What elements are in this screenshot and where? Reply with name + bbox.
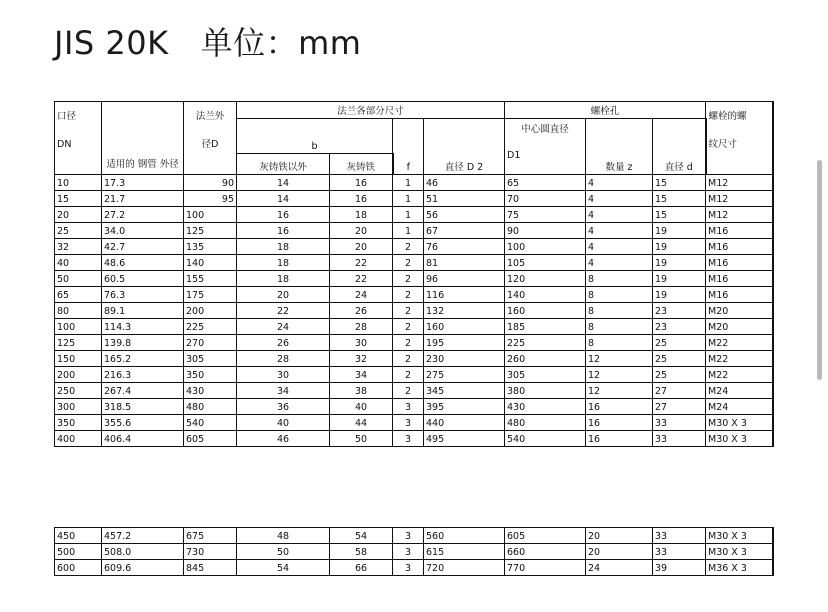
table-cell: 4 xyxy=(586,223,653,239)
table-cell: 76 xyxy=(424,239,505,255)
table-cell: 42.7 xyxy=(102,239,184,255)
table-cell: 380 xyxy=(505,383,586,399)
table-cell: 135 xyxy=(184,239,237,255)
table-cell: 25 xyxy=(653,351,706,367)
table-cell: 22 xyxy=(237,303,330,319)
table-cell: 275 xyxy=(424,367,505,383)
table-cell: 16 xyxy=(586,431,653,447)
table-cell: 2 xyxy=(393,287,424,303)
table-cell: 132 xyxy=(424,303,505,319)
table-cell: 175 xyxy=(184,287,237,303)
table-cell: 95 xyxy=(184,191,237,207)
table-cell: 3 xyxy=(393,415,424,431)
table-cell: 114.3 xyxy=(102,319,184,335)
table-cell: 40 xyxy=(330,399,393,415)
table-cell: 20 xyxy=(237,287,330,303)
table-cell: 165.2 xyxy=(102,351,184,367)
table-cell: 60.5 xyxy=(102,271,184,287)
table-cell: 560 xyxy=(424,528,505,544)
table-cell: 3 xyxy=(393,528,424,544)
table-cell: 225 xyxy=(505,335,586,351)
table-cell: 480 xyxy=(505,415,586,431)
page-title: JIS 20K 单位：mm xyxy=(54,24,362,62)
table-cell: 260 xyxy=(505,351,586,367)
table-row xyxy=(55,383,773,399)
table-cell: 1 xyxy=(393,207,424,223)
table-cell: 44 xyxy=(330,415,393,431)
table-cell: 46 xyxy=(237,431,330,447)
table-cell: 27 xyxy=(653,399,706,415)
table-cell: 4 xyxy=(586,175,653,191)
table-cell: 2 xyxy=(393,239,424,255)
table-cell: 58 xyxy=(330,544,393,560)
table-cell: 500 xyxy=(55,544,102,560)
header-qty: 数量 z xyxy=(586,119,653,175)
table-row xyxy=(55,207,773,223)
table-cell: 615 xyxy=(424,544,505,560)
table-cell: 660 xyxy=(505,544,586,560)
table-cell: 23 xyxy=(653,319,706,335)
table-cell: 140 xyxy=(505,287,586,303)
table-cell: 845 xyxy=(184,560,237,576)
table-cell: 600 xyxy=(55,560,102,576)
table-cell: 19 xyxy=(653,223,706,239)
table-cell: 66 xyxy=(330,560,393,576)
flange-spec-table-continued xyxy=(54,527,774,576)
table-cell: M20 xyxy=(706,303,773,319)
table-cell: 33 xyxy=(653,431,706,447)
table-cell: 25 xyxy=(653,367,706,383)
table-cell: 28 xyxy=(330,319,393,335)
table-cell: M12 xyxy=(706,191,773,207)
table-row xyxy=(55,239,773,255)
table-cell: 300 xyxy=(55,399,102,415)
table-cell: 25 xyxy=(653,335,706,351)
table-cell: 65 xyxy=(55,287,102,303)
header-flange-dims: 法兰各部分尺寸 xyxy=(237,102,505,119)
table-cell: 34 xyxy=(237,383,330,399)
table-cell: 19 xyxy=(653,239,706,255)
table-cell: 160 xyxy=(505,303,586,319)
table-cell: 10 xyxy=(55,175,102,191)
table-cell: 140 xyxy=(184,255,237,271)
table-cell: 2 xyxy=(393,255,424,271)
header-thread xyxy=(706,102,773,175)
header-b-cast-iron: 灰铸铁 xyxy=(330,153,393,174)
table-cell: 2 xyxy=(393,271,424,287)
header-thread-bottom: 纹尺寸 xyxy=(708,139,738,150)
table-cell: 430 xyxy=(505,399,586,415)
table-cell: 3 xyxy=(393,560,424,576)
table-cell: 200 xyxy=(55,367,102,383)
table-cell: 19 xyxy=(653,287,706,303)
table-cell: M12 xyxy=(706,207,773,223)
table-cell: 12 xyxy=(586,351,653,367)
table-cell: 267.4 xyxy=(102,383,184,399)
header-d2: 直径 D 2 xyxy=(424,119,505,175)
table-cell: 16 xyxy=(237,207,330,223)
table-cell: M30 X 3 xyxy=(706,431,773,447)
header-flange-od xyxy=(184,102,237,175)
table-cell: 67 xyxy=(424,223,505,239)
header-bolt-hole: 螺栓孔 xyxy=(505,102,706,119)
table-cell: 48.6 xyxy=(102,255,184,271)
table-cell: 1 xyxy=(393,175,424,191)
table-cell: M22 xyxy=(706,367,773,383)
table-cell: 350 xyxy=(55,415,102,431)
table-cell: 100 xyxy=(184,207,237,223)
table-row xyxy=(55,191,773,207)
table-row xyxy=(55,319,773,335)
table-cell: 395 xyxy=(424,399,505,415)
table-cell: 200 xyxy=(184,303,237,319)
header-flange-od-top: 法兰外 xyxy=(195,111,225,122)
table-cell: 50 xyxy=(55,271,102,287)
table-cell: M22 xyxy=(706,335,773,351)
table-cell: 24 xyxy=(237,319,330,335)
table-cell: 18 xyxy=(237,239,330,255)
table-cell: 65 xyxy=(505,175,586,191)
table-cell: 318.5 xyxy=(102,399,184,415)
table-cell: 15 xyxy=(653,175,706,191)
table-cell: 2 xyxy=(393,303,424,319)
table-cell: 125 xyxy=(184,223,237,239)
table-cell: 19 xyxy=(653,271,706,287)
table-cell: 540 xyxy=(184,415,237,431)
table-cell: 54 xyxy=(237,560,330,576)
table-cell: 8 xyxy=(586,335,653,351)
table-cell: 450 xyxy=(55,528,102,544)
table-row xyxy=(55,415,773,431)
table-row xyxy=(55,223,773,239)
table-cell: 8 xyxy=(586,271,653,287)
table-cell: 540 xyxy=(505,431,586,447)
table-cell: 8 xyxy=(586,303,653,319)
table-cell: 105 xyxy=(505,255,586,271)
table-cell: 22 xyxy=(330,255,393,271)
table-cell: 70 xyxy=(505,191,586,207)
table-cell: 18 xyxy=(237,271,330,287)
table-cell: 1 xyxy=(393,223,424,239)
table-cell: 160 xyxy=(424,319,505,335)
table-cell: 20 xyxy=(55,207,102,223)
table-cell: 96 xyxy=(424,271,505,287)
table-row xyxy=(55,335,773,351)
table-cell: 26 xyxy=(330,303,393,319)
table-cell: 609.6 xyxy=(102,560,184,576)
table-cell: M30 X 3 xyxy=(706,544,773,560)
table-cell: M22 xyxy=(706,351,773,367)
table-row xyxy=(55,431,773,447)
table-cell: 33 xyxy=(653,528,706,544)
table-cell: 36 xyxy=(237,399,330,415)
table-cell: 34 xyxy=(330,367,393,383)
table-row xyxy=(55,175,773,191)
header-pcd xyxy=(505,119,586,175)
table-row xyxy=(55,255,773,271)
table-cell: 30 xyxy=(237,367,330,383)
table-cell: 90 xyxy=(184,175,237,191)
table-cell: 216.3 xyxy=(102,367,184,383)
table-cell: 54 xyxy=(330,528,393,544)
table-cell: 480 xyxy=(184,399,237,415)
header-pcd-top: 中心圆直径 xyxy=(521,124,569,135)
table-cell: 440 xyxy=(424,415,505,431)
table-cell: 39 xyxy=(653,560,706,576)
table-cell: 12 xyxy=(586,367,653,383)
table-cell: 430 xyxy=(184,383,237,399)
table-cell: 15 xyxy=(653,207,706,223)
table-cell: 4 xyxy=(586,191,653,207)
table-cell: 20 xyxy=(330,239,393,255)
table-row xyxy=(55,271,773,287)
table-cell: 18 xyxy=(330,207,393,223)
table-cell: 26 xyxy=(237,335,330,351)
table-cell: 2 xyxy=(393,367,424,383)
table-cell: 225 xyxy=(184,319,237,335)
table-cell: M24 xyxy=(706,399,773,415)
table-cell: 80 xyxy=(55,303,102,319)
table-cell: 770 xyxy=(505,560,586,576)
table-cell: 15 xyxy=(653,191,706,207)
table-row xyxy=(55,303,773,319)
table-cell: 50 xyxy=(330,431,393,447)
table-cell: 20 xyxy=(586,528,653,544)
header-hole-d: 直径 d xyxy=(653,119,706,175)
table-cell: 100 xyxy=(55,319,102,335)
table-cell: 24 xyxy=(330,287,393,303)
table-cell: 46 xyxy=(424,175,505,191)
table-cell: 20 xyxy=(586,544,653,560)
table-cell: 14 xyxy=(237,191,330,207)
table-cell: 345 xyxy=(424,383,505,399)
table-cell: 15 xyxy=(55,191,102,207)
table-cell: 16 xyxy=(237,223,330,239)
table-cell: M16 xyxy=(706,287,773,303)
table-cell: 720 xyxy=(424,560,505,576)
table-cell: 76.3 xyxy=(102,287,184,303)
table-cell: 508.0 xyxy=(102,544,184,560)
table-cell: M16 xyxy=(706,223,773,239)
table-cell: 56 xyxy=(424,207,505,223)
table-cell: M30 X 3 xyxy=(706,528,773,544)
table-cell: 32 xyxy=(330,351,393,367)
table-cell: M16 xyxy=(706,255,773,271)
table-cell: 495 xyxy=(424,431,505,447)
header-dn xyxy=(55,102,102,175)
table-cell: 457.2 xyxy=(102,528,184,544)
scrollbar[interactable] xyxy=(817,160,822,380)
table-row xyxy=(55,351,773,367)
header-b-other: 灰铸铁以外 xyxy=(237,153,330,174)
header-dn-top: 口径 xyxy=(57,111,77,122)
table-cell: 305 xyxy=(184,351,237,367)
table-cell: 8 xyxy=(586,287,653,303)
table-cell: 28 xyxy=(237,351,330,367)
table-cell: 14 xyxy=(237,175,330,191)
table-cell: 350 xyxy=(184,367,237,383)
table-cell: M36 X 3 xyxy=(706,560,773,576)
table-cell: 195 xyxy=(424,335,505,351)
table-cell: 16 xyxy=(586,399,653,415)
table-cell: 406.4 xyxy=(102,431,184,447)
table-cell: 81 xyxy=(424,255,505,271)
table-cell: 150 xyxy=(55,351,102,367)
table-cell: 75 xyxy=(505,207,586,223)
table-cell: 3 xyxy=(393,431,424,447)
header-thread-top: 螺栓的螺 xyxy=(708,111,747,122)
header-f: f xyxy=(393,119,424,175)
table-cell: 17.3 xyxy=(102,175,184,191)
table-cell: 48 xyxy=(237,528,330,544)
header-pipe-od: 适用的 钢管 外径 xyxy=(102,102,184,175)
table-row xyxy=(55,544,773,560)
table-cell: 22 xyxy=(330,271,393,287)
table-cell: 125 xyxy=(55,335,102,351)
table-cell: 40 xyxy=(237,415,330,431)
table-cell: 38 xyxy=(330,383,393,399)
table-cell: 3 xyxy=(393,399,424,415)
table-cell: 34.0 xyxy=(102,223,184,239)
table-cell: 16 xyxy=(330,191,393,207)
table-cell: 120 xyxy=(505,271,586,287)
table-cell: 305 xyxy=(505,367,586,383)
table-row xyxy=(55,560,773,576)
table-row xyxy=(55,287,773,303)
table-cell: 139.8 xyxy=(102,335,184,351)
table-cell: 8 xyxy=(586,319,653,335)
table-cell: M16 xyxy=(706,239,773,255)
table-cell: 21.7 xyxy=(102,191,184,207)
table-cell: M16 xyxy=(706,271,773,287)
table-cell: 605 xyxy=(184,431,237,447)
table-cell: 355.6 xyxy=(102,415,184,431)
table-cell: 33 xyxy=(653,415,706,431)
table-cell: M30 X 3 xyxy=(706,415,773,431)
table-cell: 30 xyxy=(330,335,393,351)
table-cell: 33 xyxy=(653,544,706,560)
table-cell: 16 xyxy=(586,415,653,431)
table-cell: 27 xyxy=(653,383,706,399)
header-flange-od-bottom: 径D xyxy=(201,139,219,150)
table-cell: 730 xyxy=(184,544,237,560)
table-cell: 40 xyxy=(55,255,102,271)
table-cell: 20 xyxy=(330,223,393,239)
table-row xyxy=(55,367,773,383)
table-cell: 270 xyxy=(184,335,237,351)
table-cell: 24 xyxy=(586,560,653,576)
flange-spec-table xyxy=(54,101,774,447)
table-cell: 50 xyxy=(237,544,330,560)
table-row xyxy=(55,528,773,544)
table-cell: 230 xyxy=(424,351,505,367)
table-cell: 1 xyxy=(393,191,424,207)
table-cell: 4 xyxy=(586,207,653,223)
table-cell: 12 xyxy=(586,383,653,399)
table-cell: 2 xyxy=(393,319,424,335)
table-cell: 32 xyxy=(55,239,102,255)
table-cell: 23 xyxy=(653,303,706,319)
header-pcd-bottom: D1 xyxy=(507,150,521,161)
table-cell: 116 xyxy=(424,287,505,303)
table-cell: 89.1 xyxy=(102,303,184,319)
table-cell: 90 xyxy=(505,223,586,239)
table-cell: 2 xyxy=(393,383,424,399)
header-dn-bottom: DN xyxy=(57,139,72,150)
table-cell: 19 xyxy=(653,255,706,271)
table-cell: 16 xyxy=(330,175,393,191)
table-cell: 400 xyxy=(55,431,102,447)
table-cell: 25 xyxy=(55,223,102,239)
table-cell: M20 xyxy=(706,319,773,335)
table-row xyxy=(55,399,773,415)
table-cell: 100 xyxy=(505,239,586,255)
table-cell: 2 xyxy=(393,335,424,351)
table-cell: 3 xyxy=(393,544,424,560)
table-cell: 18 xyxy=(237,255,330,271)
table-cell: 2 xyxy=(393,351,424,367)
table-cell: 675 xyxy=(184,528,237,544)
table-cell: 27.2 xyxy=(102,207,184,223)
table-cell: 155 xyxy=(184,271,237,287)
table-cell: M24 xyxy=(706,383,773,399)
header-b: b xyxy=(237,119,393,154)
table-cell: 185 xyxy=(505,319,586,335)
table-cell: 4 xyxy=(586,239,653,255)
table-cell: 51 xyxy=(424,191,505,207)
table-cell: 4 xyxy=(586,255,653,271)
table-cell: 605 xyxy=(505,528,586,544)
table-cell: 250 xyxy=(55,383,102,399)
table-cell: M12 xyxy=(706,175,773,191)
